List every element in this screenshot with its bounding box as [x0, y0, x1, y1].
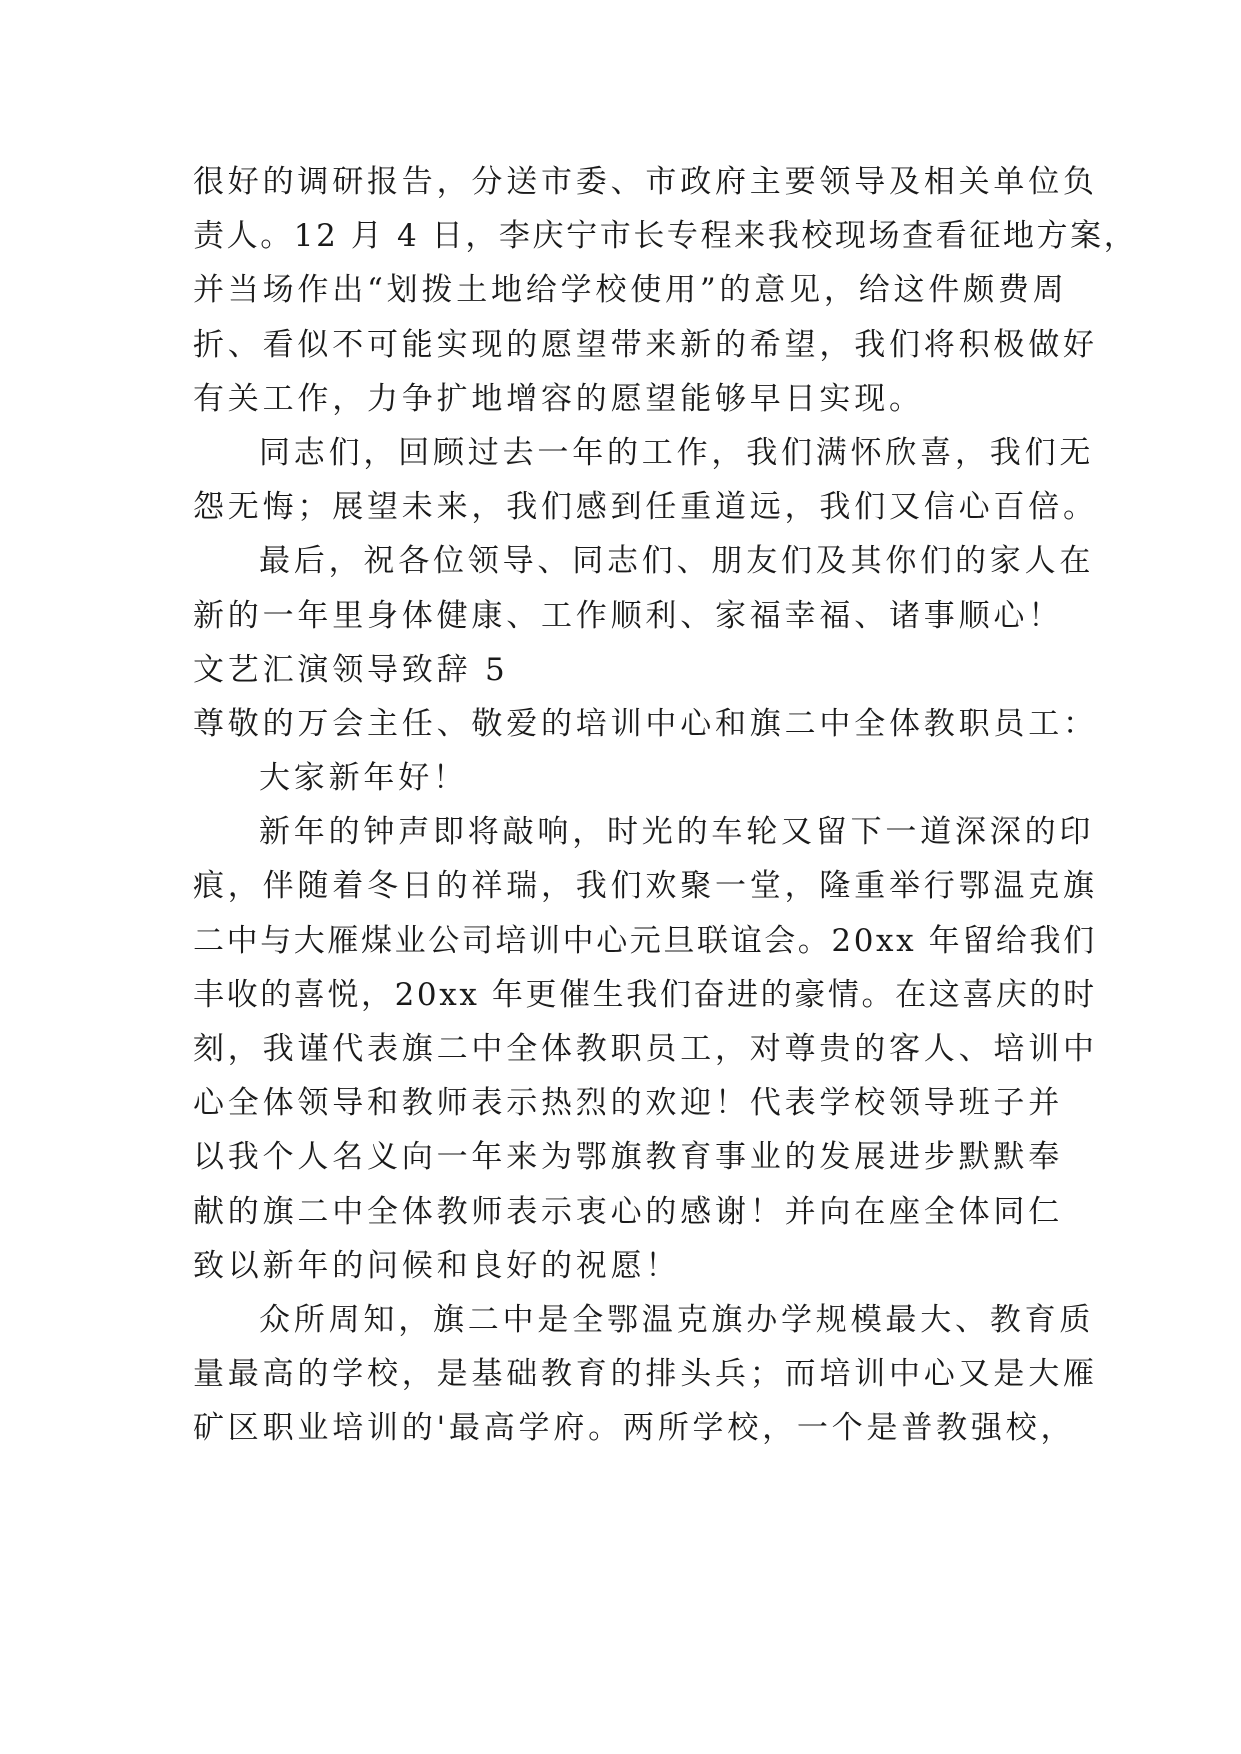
- text-line: 献的旗二中全体教师表示衷心的感谢！并向在座全体同仁: [193, 1193, 1063, 1230]
- text-line: 致以新年的问候和良好的祝愿！: [193, 1247, 681, 1284]
- text-line: 刻，我谨代表旗二中全体教职员工，对尊贵的客人、培训中: [193, 1031, 1098, 1067]
- text-line: 以我个人名义向一年来为鄂旗教育事业的发展进步默默奉: [193, 1139, 1063, 1176]
- text-line: 量最高的学校，是基础教育的排头兵；而培训中心又是大雁: [193, 1356, 1098, 1393]
- paragraph-first-line: 新年的钟声即将敲响，时光的车轮又留下一道深深的印: [259, 814, 1095, 851]
- text-line: 新的一年里身体健康、工作顺利、家福幸福、诸事顺心！: [193, 597, 1063, 634]
- text-line: 痕，伴随着冬日的祥瑞，我们欢聚一堂，隆重举行鄂温克旗: [193, 868, 1098, 905]
- section-heading: 文艺汇演领导致辞 5: [193, 651, 509, 688]
- text-line: 心全体领导和教师表示热烈的欢迎！代表学校领导班子并: [193, 1085, 1063, 1122]
- text-line: 二中与大雁煤业公司培训中心元旦联谊会。20xx 年留给我们: [193, 922, 1097, 959]
- paragraph-first-line: 最后，祝各位领导、同志们、朋友们及其你们的家人在: [259, 543, 1095, 580]
- text-line: 怨无悔；展望未来，我们感到任重道远，我们又信心百倍。: [193, 489, 1098, 526]
- text-line: 责人。12 月 4 日，李庆宁市长专程来我校现场查看征地方案，: [193, 218, 1138, 255]
- paragraph-first-line: 众所周知，旗二中是全鄂温克旗办学规模最大、教育质: [259, 1301, 1095, 1338]
- text-line: 矿区职业培训的'最高学府。两所学校，一个是普教强校，: [193, 1410, 1076, 1447]
- text-line: 丰收的喜悦，20xx 年更催生我们奋进的豪情。在这喜庆的时: [193, 976, 1097, 1013]
- text-line: 并当场作出“划拨土地给学校使用”的意见，给这件颇费周: [193, 272, 1068, 309]
- paragraph-first-line: 同志们，回顾过去一年的工作，我们满怀欣喜，我们无: [259, 434, 1095, 471]
- greeting: 大家新年好！: [259, 760, 468, 797]
- salutation: 尊敬的万会主任、敬爱的培训中心和旗二中全体教职员工：: [193, 705, 1098, 742]
- text-line: 很好的调研报告，分送市委、市政府主要领导及相关单位负: [193, 164, 1098, 200]
- text-line: 有关工作，力争扩地增容的愿望能够早日实现。: [193, 380, 924, 417]
- text-line: 折、看似不可能实现的愿望带来新的希望，我们将积极做好: [193, 326, 1098, 363]
- document-body: [193, 155, 1138, 1456]
